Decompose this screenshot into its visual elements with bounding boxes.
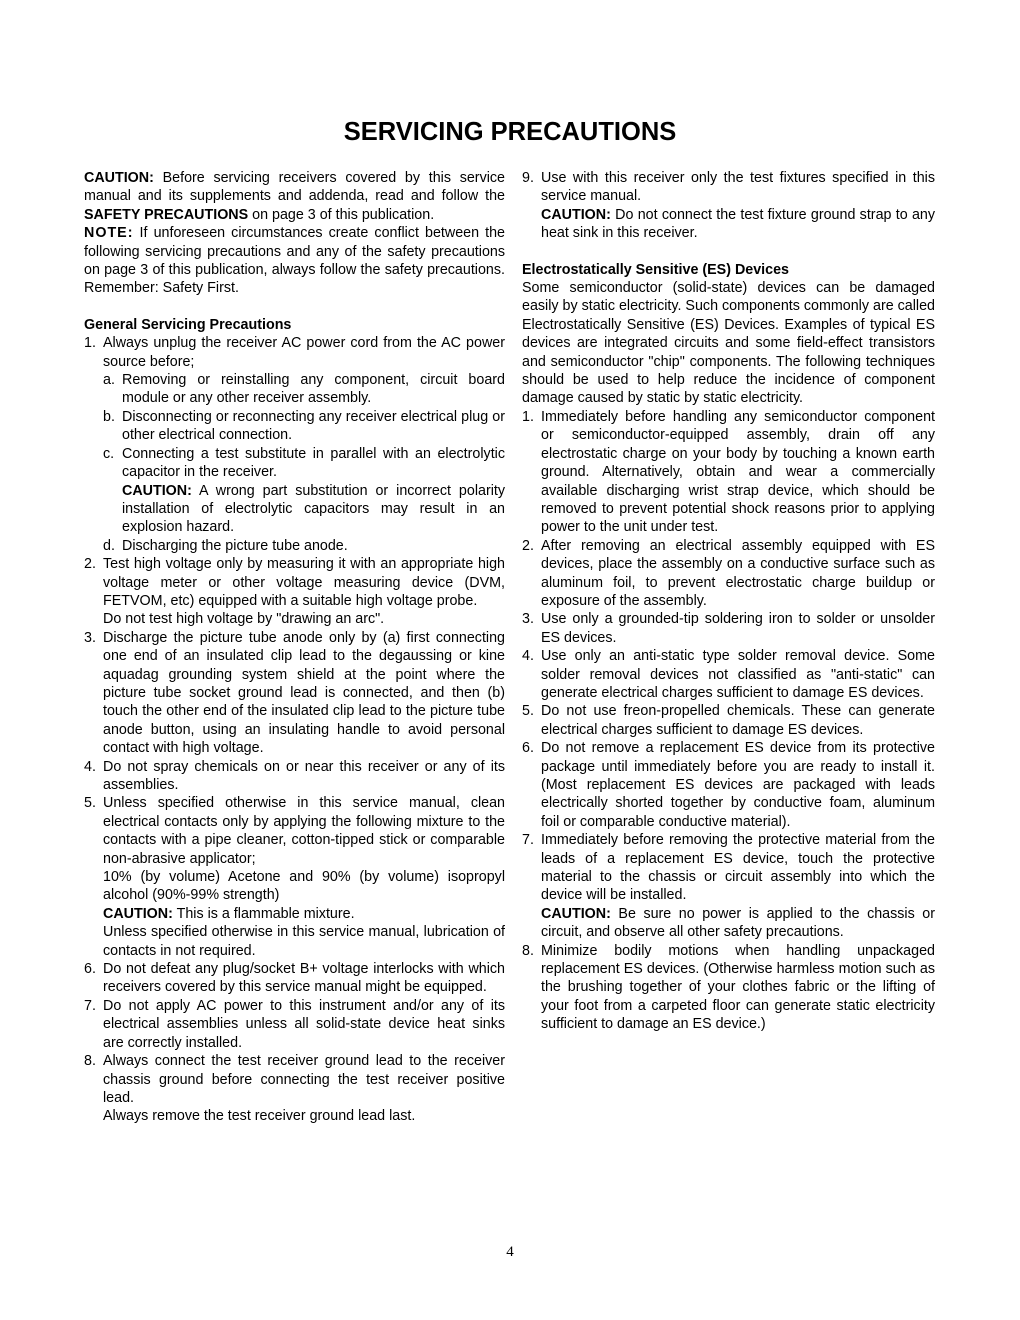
general-item-2: [84, 555, 505, 610]
item-number: 7.: [522, 832, 534, 849]
es-item-7: [522, 831, 935, 905]
item-number: 2.: [84, 556, 96, 573]
general-item-7: [84, 997, 505, 1052]
item-text: Do not spray chemicals on or near this receiver or any of its assemblies.: [103, 758, 505, 793]
es-devices-heading: Electrostatically Sensitive (ES) Devices: [522, 261, 790, 278]
page-title: SERVICING PRECAUTIONS: [343, 118, 677, 146]
sub-item-text: Discharging the picture tube anode.: [122, 537, 348, 554]
item-8-note: Always remove the test receiver ground lead last.: [103, 1108, 416, 1125]
item-number: 4.: [84, 758, 96, 775]
left-column: [84, 169, 505, 1126]
item-text: Minimize bodily motions when handling unpackaged replacement ES devices. (Otherwise harmless motion such as the brushing together of your clothes fabric or the lifting of your foot from a carpeted floor can generate static electricity sufficient to damage an ES device.): [541, 942, 935, 1033]
safety-precautions-ref: SAFETY PRECAUTIONS: [84, 206, 249, 223]
item-number: 8.: [522, 942, 534, 959]
item-number: 6.: [522, 740, 534, 757]
item-text: Always unplug the receiver AC power cord from the AC power source before;: [103, 335, 505, 370]
item-number: 5.: [522, 703, 534, 720]
item-text: Test high voltage only by measuring it with an appropriate high voltage meter or other voltage measuring device (DVM, FETVOM, etc) equipped with a suitable high voltage probe.: [103, 556, 505, 609]
general-item-1a: [84, 371, 505, 408]
caution-text: Do not connect the test fixture ground strap to any heat sink in this receiver.: [541, 206, 935, 242]
es-item-8: [522, 942, 935, 1034]
general-item-9: [522, 169, 935, 206]
item-9-caution: [522, 206, 935, 243]
item-1c-caution: [84, 482, 505, 537]
caution-label: CAUTION:: [122, 482, 192, 499]
sub-item-text: Disconnecting or reconnecting any receiver electrical plug or other electrical connection.: [122, 408, 505, 444]
sub-item-text: Removing or reinstalling any component, circuit board module or any other receiver assembly.: [122, 372, 505, 407]
item-number: 8.: [84, 1053, 96, 1070]
note-paragraph: [84, 224, 505, 298]
general-item-1d: [84, 537, 505, 555]
item-number: 9.: [522, 170, 534, 186]
item-number: 7.: [84, 997, 96, 1014]
caution-label: CAUTION:: [84, 170, 154, 186]
item-5-caution: [84, 905, 505, 923]
es-item-7-caution: [522, 905, 935, 942]
item-5-mixture: 10% (by volume) Acetone and 90% (by volume) isopropyl alcohol (90%-99% strength): [103, 869, 505, 904]
caution-label: CAUTION:: [541, 206, 611, 223]
general-item-4: [84, 758, 505, 795]
es-item-6: [522, 739, 935, 831]
item-text: Immediately before handling any semiconductor component or semiconductor-equipped assembly, drain off any electrostatic charge on your body by touching a known earth ground. Alternatively, obtain and wear a commercially available discharging wrist strap device, which should be removed to prevent potential shock reasons prior to applying power to the unit under test.: [541, 408, 935, 536]
caution-paragraph: [84, 169, 505, 224]
item-number: 4.: [522, 648, 534, 665]
caution-label: CAUTION:: [103, 905, 173, 922]
item-number: 5.: [84, 795, 96, 812]
sub-item-letter: b.: [103, 408, 115, 425]
caution-text: A wrong part substitution or incorrect polarity installation of electrolytic capacitors may result in an explosion hazard.: [122, 482, 505, 536]
es-item-4: [522, 647, 935, 702]
item-number: 6.: [84, 961, 96, 978]
item-2-note: Do not test high voltage by "drawing an arc".: [103, 611, 385, 628]
sub-item-letter: d.: [103, 537, 115, 554]
item-text: Always connect the test receiver ground lead to the receiver chassis ground before connecting the test receiver positive lead.: [103, 1053, 505, 1106]
caution-text-end: on page 3 of this publication.: [248, 206, 435, 223]
caution-text: Be sure no power is applied to the chassis or circuit, and observe all other safety precautions.: [541, 905, 935, 941]
caution-text: Before servicing receivers covered by this service manual and its supplements and addenda, read and follow the: [84, 170, 505, 205]
general-item-6: [84, 960, 505, 997]
item-text: Do not defeat any plug/socket B+ voltage interlocks with which receivers covered by this service manual might be equipped.: [103, 961, 505, 996]
page-number: 4: [506, 1244, 514, 1260]
note-label: NOTE:: [84, 225, 134, 242]
general-item-1c: [84, 445, 505, 482]
es-intro-paragraph: Some semiconductor (solid-state) devices can be damaged easily by static electricity. Such components commonly are called Electrostatically Sensitive (ES) Devices. Examples of typical ES devices are integrated circuits and some field-effect transistors and semiconductor "chip" components. The following techniques should be used to help reduce the incidence of component damage caused by static by static electricity.: [522, 280, 935, 407]
note-text: If unforeseen circumstances create conflict between the following servicing precautions and any of the safety precautions on page 3 of this publication, always follow the safety precautions. Remember: Safety First.: [84, 225, 505, 297]
item-number: 3.: [522, 611, 534, 628]
item-text: Do not apply AC power to this instrument and/or any of its electrical assemblies unless all solid-state device heat sinks are correctly installed.: [103, 997, 505, 1051]
general-item-8: [84, 1052, 505, 1107]
item-text: Unless specified otherwise in this service manual, clean electrical contacts only by applying the following mixture to the contacts with a pipe cleaner, cotton-tipped stick or comparable non-abrasive applicator;: [103, 795, 505, 867]
item-number: 1.: [522, 408, 534, 425]
item-text: Do not use freon-propelled chemicals. These can generate electrical charges sufficient to damage ES devices.: [541, 703, 935, 738]
item-text: Use with this receiver only the test fixtures specified in this service manual.: [541, 170, 935, 205]
general-item-1: [84, 334, 505, 371]
item-number: 3.: [84, 629, 96, 646]
item-text: Use only an anti-static type solder removal device. Some solder removal devices not classified as "anti-static" can generate electrical charges sufficient to damage ES devices.: [541, 648, 935, 701]
item-5-note: Unless specified otherwise in this service manual, lubrication of contacts in not required.: [103, 924, 505, 959]
es-item-3: [522, 610, 935, 647]
es-item-1: [522, 408, 935, 537]
general-item-3: [84, 629, 505, 758]
item-number: 1.: [84, 335, 96, 352]
es-item-2: [522, 537, 935, 611]
item-text: After removing an electrical assembly equipped with ES devices, place the assembly on a conductive surface such as aluminum foil, to prevent electrostatic charge buildup or exposure of the assembly.: [541, 537, 935, 609]
sub-item-text: Connecting a test substitute in parallel with an electrolytic capacitor in the receiver.: [122, 445, 505, 481]
right-column: [522, 169, 935, 1034]
item-text: Discharge the picture tube anode only by (a) first connecting one end of an insulated clip lead to the degaussing or kine aquadag grounding system shield at the point where the picture tube socket ground lead is connected, and then (b) touch the other end of the insulated clip lead to the picture tube anode button, using an insulating handle to avoid personal contact with high voltage.: [103, 629, 505, 757]
sub-item-letter: c.: [103, 445, 115, 462]
caution-text: This is a flammable mixture.: [172, 905, 355, 922]
item-text: Use only a grounded-tip soldering iron to solder or unsolder ES devices.: [541, 611, 935, 646]
caution-label: CAUTION:: [541, 905, 611, 922]
sub-item-letter: a.: [103, 372, 115, 389]
es-item-5: [522, 702, 935, 739]
item-text: Immediately before removing the protective material from the leads of a replacement ES device, touch the protective material to the chassis or circuit assembly into which the device will be installed.: [541, 832, 935, 904]
item-number: 2.: [522, 537, 534, 554]
general-item-5: [84, 794, 505, 868]
general-item-1b: [84, 408, 505, 445]
general-precautions-heading: General Servicing Precautions: [84, 316, 292, 333]
item-text: Do not remove a replacement ES device from its protective package until immediately before you are ready to install it. (Most replacement ES devices are packaged with leads electrically shorted together by conductive foam, aluminum foil or comparable conductive material).: [541, 740, 935, 830]
